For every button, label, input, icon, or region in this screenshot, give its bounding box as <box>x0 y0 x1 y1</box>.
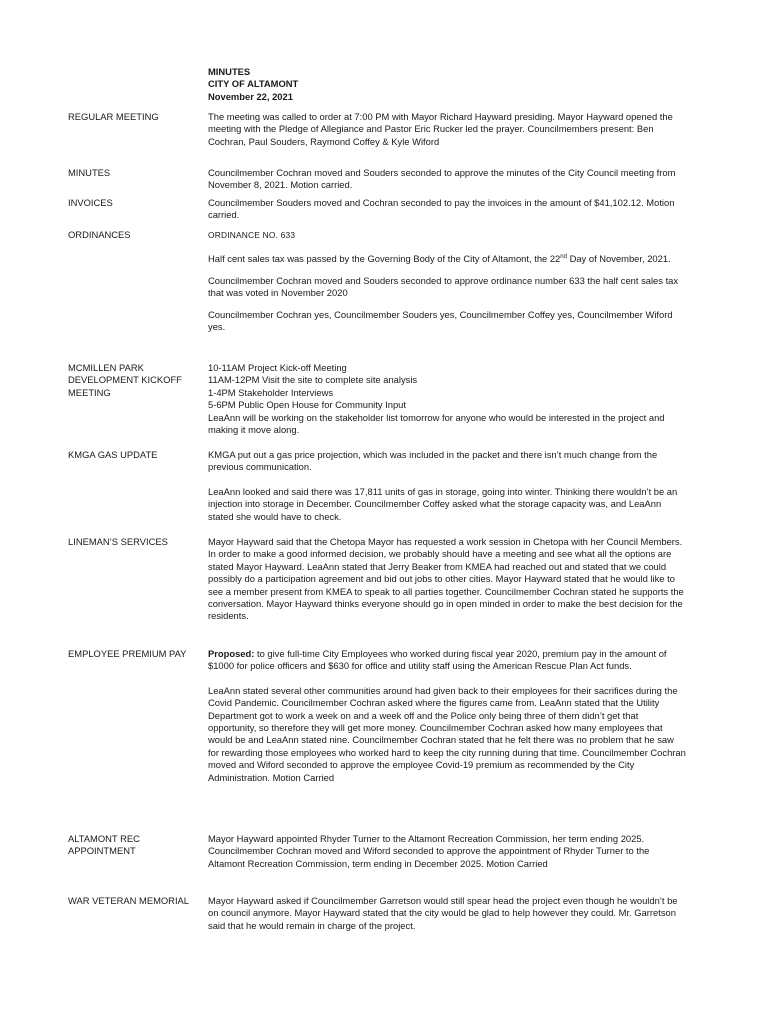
paragraph: Councilmember Cochran yes, Councilmember Souders yes, Councilmember Coffey yes, Councilmember Wiford yes. <box>208 308 673 333</box>
paragraph: The meeting was called to order at 7:00 PM with Mayor Richard Hayward presiding. Mayor Hayward opened the meeting with the Pledge of Allegiance and Pastor Eric Rucker led the prayer. Councilmembers present: Ben Cochran, Paul Souders, Raymond Coffey & Kyle Wiford <box>208 111 673 147</box>
section-label: MINUTES <box>68 167 111 178</box>
ordinance-heading: ORDINANCE NO. 633 <box>208 230 296 240</box>
header-date: November 22, 2021 <box>208 90 293 102</box>
paragraph <box>208 253 686 265</box>
section-label: INVOICES <box>68 197 113 208</box>
paragraph: LeaAnn will be working on the stakeholder list tomorrow for anyone who would be interested in the project and making it move along. <box>208 411 665 436</box>
schedule-list <box>208 362 686 412</box>
section-label: ORDINANCES <box>68 229 131 240</box>
section-content <box>208 229 686 342</box>
section-label: REGULAR MEETING <box>68 111 159 122</box>
schedule-item: 1-4PM Stakeholder Interviews <box>208 386 334 398</box>
section-content <box>208 833 686 879</box>
paragraph: Councilmember Cochran moved and Souders seconded to approve the minutes of the City Council meeting from November 8, 2021. Motion carried. <box>208 167 676 191</box>
section-content <box>208 111 686 157</box>
text-run: Day of November, 2021. <box>566 253 671 265</box>
header-city: CITY OF ALTAMONT <box>208 78 299 90</box>
paragraph: Councilmember Cochran moved and Souders seconded to approve ordinance number 633 the half cent sales tax that was voted in November 2020 <box>208 274 679 299</box>
text-run: to give full-time City Employees who worked during fiscal year 2020, premium pay in the amount of $1000 for police officers and $630 for office and utility staff using the American Rescue Plan Act funds. <box>208 648 667 672</box>
section-label: EMPLOYEE PREMIUM PAY <box>68 648 187 659</box>
paragraph: Mayor Hayward appointed Rhyder Turner to the Altamont Recreation Commission, her term ending 2025. Councilmember Cochran moved and Wiford seconded to approve the appointment of Rhyder Turner to the Altamont Recreation Commission, term ending in December 2025. Motion Carried <box>208 833 650 869</box>
section-content <box>208 449 686 532</box>
schedule-item: 11AM-12PM Visit the site to complete site analysis <box>208 374 418 386</box>
schedule-item: 10-11AM Project Kick-off Meeting <box>208 362 347 373</box>
ordinal-suffix: nd <box>560 254 567 261</box>
section-content <box>208 362 686 445</box>
section-label: KMGA GAS UPDATE <box>68 449 158 460</box>
section-label: LINEMAN’S SERVICES <box>68 536 168 547</box>
section-label: ALTAMONT REC APPOINTMENT <box>68 833 140 857</box>
proposed-label: Proposed: <box>208 648 255 659</box>
section-content <box>208 648 686 793</box>
section-label: MCMILLEN PARK DEVELOPMENT KICKOFF MEETING <box>68 362 182 398</box>
schedule-item: 5-6PM Public Open House for Community Input <box>208 399 407 411</box>
paragraph: Mayor Hayward asked if Councilmember Garretson would still spear head the project even though he wouldn’t be on council anymore. Mayor Hayward stated that the city would be glad to help however they could. Mr. Garretson said that he would remain in charge of the project. <box>208 895 678 931</box>
section-content <box>208 536 686 632</box>
document-header <box>208 66 298 103</box>
paragraph: KMGA put out a gas price projection, which was included in the packet and there isn’t much change from the previous communication. <box>208 449 658 473</box>
paragraph: Councilmember Souders moved and Cochran seconded to pay the invoices in the amount of $41,102.12. Motion carried. <box>208 197 675 221</box>
section-label: WAR VETERAN MEMORIAL <box>68 895 190 906</box>
paragraph <box>208 648 686 673</box>
section-content <box>208 167 686 201</box>
paragraph: LeaAnn stated several other communities around had given back to their employees for their sacrifices during the Covid Pandemic. Councilmember Cochran asked where the figures came from. LeaAnn stated that the Utility Department got to work a week on and a week off and the Police only being three of them didn’t get that opportunity, so therefore they will get more money. Councilmember Cochran asked how many employees that would be and LeaAnn stated nine. Councilmember Cochran stated that he felt there was no problem that he saw for rewarding those employees who worked hard to keep the city running during that time. Councilmember Cochran moved and Wiford seconded to approve the employee Covid-19 premium as recommended by the City Administration. Motion Carried <box>208 684 686 783</box>
paragraph: LeaAnn looked and said there was 17,811 units of gas in storage, going into winter. Thinking there wouldn’t be an injection into storage in December. Councilmember Coffey asked what the storage capacity was, and LeaAnn stated she would have to check. <box>208 485 678 522</box>
section-content <box>208 197 686 231</box>
paragraph: Mayor Hayward said that the Chetopa Mayor has requested a work session in Chetopa with her Council Members. In order to make a good informed decision, we probably should have a meeting and see what all the options are stated Mayor Hayward. LeaAnn stated that Jerry Beaker from KMEA had reached out and stated that we could possibly do a participation agreement and bid out jobs to other cities. Mayor Hayward stated that he would like to see a member present from KMEA to speak to all parties together. Councilmember Cochran stated he supports the conversation. Mayor Hayward thinks everyone should go in open minded in order to make the best decision for the residents. <box>208 536 684 622</box>
section-content <box>208 895 686 941</box>
text-run: Half cent sales tax was passed by the Governing Body of the City of Altamont, the 22 <box>208 253 561 265</box>
header-minutes: MINUTES <box>208 66 251 77</box>
